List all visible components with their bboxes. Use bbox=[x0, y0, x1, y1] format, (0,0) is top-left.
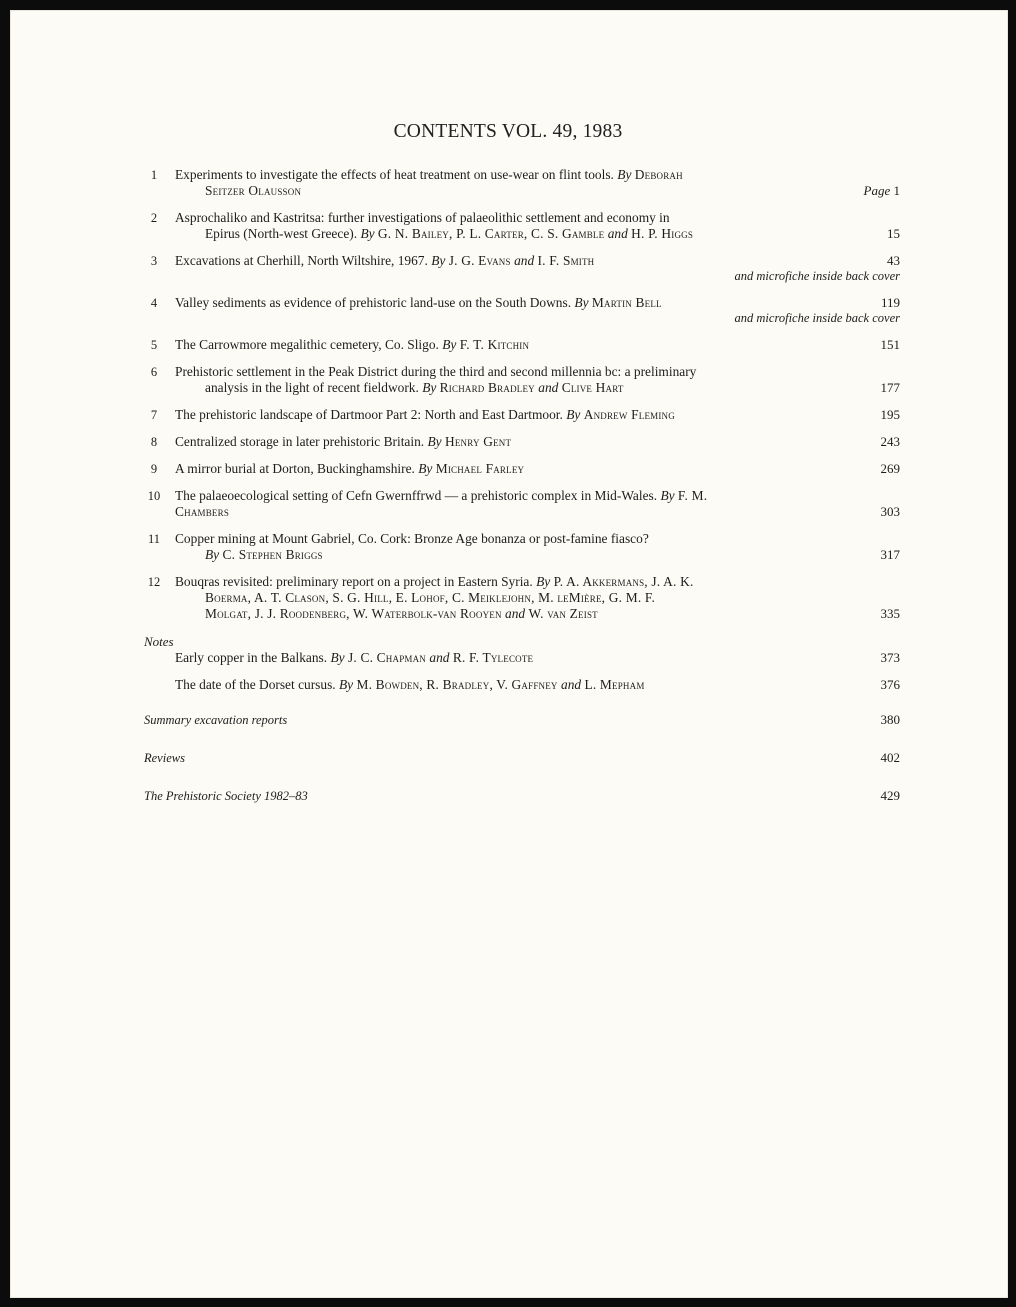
article-entry[interactable]: 4 Valley sediments as evidence of prehistoric land-use on the South Downs. By Martin Bell and microfiche inside back cover 119 bbox=[144, 295, 900, 326]
article-entry[interactable]: 11 Copper mining at Mount Gabriel, Co. Cork: Bronze Age bonanza or post-famine fiasco? By C. Stephen Briggs 317 bbox=[144, 531, 900, 563]
note-entry[interactable]: The date of the Dorset cursus. By M. Bowden, R. Bradley, V. Gaffney and L. Mepham 376 bbox=[175, 677, 900, 692]
article-number: 6 bbox=[150, 365, 158, 379]
article-entry[interactable]: 3 Excavations at Cherhill, North Wiltshire, 1967. By J. G. Evans and I. F. Smith and microfiche inside back cover 43 bbox=[144, 253, 900, 284]
article-number: 3 bbox=[150, 254, 158, 268]
article-number: 11 bbox=[147, 532, 161, 546]
society-entry[interactable]: The Prehistoric Society 1982–83 429 bbox=[144, 788, 900, 803]
page-number: 177 bbox=[880, 380, 900, 395]
article-entry[interactable]: 8 Centralized storage in later prehistoric Britain. By Henry Gent 243 bbox=[144, 434, 900, 450]
article-entry[interactable]: 10 The palaeoecological setting of Cefn Gwernffrwd — a prehistoric complex in Mid-Wales. By F. M. Chambers 303 bbox=[144, 488, 900, 520]
page-number: 269 bbox=[880, 461, 900, 476]
page-number: 119 bbox=[880, 295, 900, 310]
article-entry[interactable]: 5 The Carrowmore megalithic cemetery, Co. Sligo. By F. T. Kitchin 151 bbox=[144, 337, 900, 353]
page-number: 429 bbox=[880, 788, 900, 803]
article-number: 8 bbox=[150, 435, 158, 449]
microfiche-note: and microfiche inside back cover bbox=[734, 269, 900, 283]
article-entry[interactable]: 6 Prehistoric settlement in the Peak District during the third and second millennia bc: a preliminary analysis in the light of recent fieldwork. By Richard Bradley and Clive Hart 177 bbox=[144, 364, 900, 396]
article-number: 9 bbox=[150, 462, 158, 476]
page-number: Page 1 bbox=[863, 183, 900, 198]
article-number: 10 bbox=[147, 489, 161, 503]
article-entry[interactable]: 9 A mirror burial at Dorton, Buckinghamshire. By Michael Farley 269 bbox=[144, 461, 900, 477]
article-number: 1 bbox=[150, 168, 158, 182]
microfiche-note: and microfiche inside back cover bbox=[734, 311, 900, 325]
note-entry[interactable]: Early copper in the Balkans. By J. C. Chapman and R. F. Tylecote 373 bbox=[175, 650, 900, 665]
notes-heading: Notes bbox=[144, 634, 174, 649]
article-number: 12 bbox=[147, 575, 161, 589]
contents-list bbox=[144, 167, 900, 826]
summary-reports-entry[interactable]: Summary excavation reports 380 bbox=[144, 712, 900, 727]
article-entry[interactable]: 2 Asprochaliko and Kastritsa: further investigations of palaeolithic settlement and economy in Epirus (North-west Greece). By G. N. Bailey, P. L. Carter, C. S. Gamble and H. P. Higgs 15 bbox=[144, 210, 900, 242]
article-entry[interactable]: 12 Bouqras revisited: preliminary report on a project in Eastern Syria. By P. A. Akkermans, J. A. K. Boerma, A. T. Clason, S. G. Hill, E. Lohof, C. Meiklejohn, M. leMière, G. M. F. Molgat, J. J. Roodenberg, W. Waterbolk-van Rooyen and W. van Zeist 335 bbox=[144, 574, 900, 622]
article-number: 5 bbox=[150, 338, 158, 352]
page-number: 303 bbox=[880, 504, 900, 519]
page-number: 15 bbox=[887, 226, 900, 241]
page-number: 243 bbox=[880, 434, 900, 449]
page-number: 43 bbox=[887, 253, 900, 268]
article-number: 2 bbox=[150, 211, 158, 225]
article-entry[interactable]: 7 The prehistoric landscape of Dartmoor Part 2: North and East Dartmoor. By Andrew Fleming 195 bbox=[144, 407, 900, 423]
page-number: 402 bbox=[880, 750, 900, 765]
article-entry[interactable]: 1 Experiments to investigate the effects of heat treatment on use-wear on flint tools. By Deborah Seitzer Olausson Page 1 bbox=[144, 167, 900, 199]
page-number: 151 bbox=[880, 337, 900, 352]
reviews-entry[interactable]: Reviews 402 bbox=[144, 750, 900, 765]
page-number: 335 bbox=[880, 606, 900, 621]
page-number: 195 bbox=[880, 407, 900, 422]
page-number: 376 bbox=[880, 677, 900, 692]
page-number: 317 bbox=[880, 547, 900, 562]
article-number: 7 bbox=[150, 408, 158, 422]
page-number: 380 bbox=[880, 712, 900, 727]
article-number: 4 bbox=[150, 296, 158, 310]
page-title: CONTENTS VOL. 49, 1983 bbox=[393, 121, 623, 142]
page-number: 373 bbox=[880, 650, 900, 665]
